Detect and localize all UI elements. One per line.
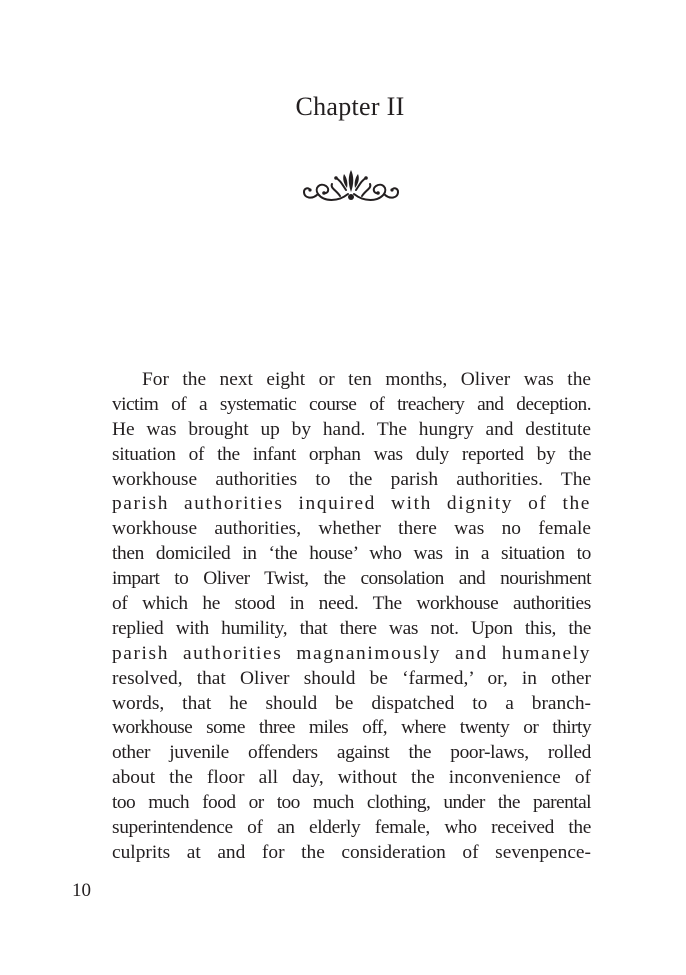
text-line: For the next eight or ten months, Oliver was the: [142, 369, 591, 390]
text-line: workhouse authorities to the parish authorities. The: [112, 468, 591, 490]
text-line: then domiciled in ‘the house’ who was in a situation to: [112, 543, 591, 565]
text-line: parish authorities inquired with dignity of the: [112, 493, 591, 515]
text-line: too much food or too much clothing, under the parental: [112, 792, 591, 814]
text-line: about the floor all day, without the inconvenience of: [112, 767, 591, 789]
text-line: superintendence of an elderly female, who received the: [112, 817, 591, 839]
text-line: culprits at and for the consideration of sevenpence-: [112, 841, 591, 863]
text-line: of which he stood in need. The workhouse authorities: [112, 593, 591, 615]
floral-ornament-icon: [300, 166, 402, 208]
chapter-body-text: [112, 368, 591, 866]
text-line: He was brought up by hand. The hungry and destitute: [112, 418, 591, 440]
page-number: 10: [72, 880, 91, 901]
text-line: words, that he should be dispatched to a branch-: [112, 692, 591, 714]
text-line: situation of the infant orphan was duly reported by the: [112, 443, 591, 465]
chapter-title: Chapter II: [295, 92, 405, 121]
text-line: impart to Oliver Twist, the consolation and nourishment: [112, 568, 591, 590]
text-line: resolved, that Oliver should be ‘farmed,’ or, in other: [112, 667, 591, 689]
text-line: parish authorities magnanimously and humanely: [112, 642, 591, 664]
text-line: workhouse some three miles off, where twenty or thirty: [112, 717, 591, 739]
text-line: workhouse authorities, whether there was no female: [112, 518, 591, 540]
text-line: replied with humility, that there was not. Upon this, the: [112, 617, 591, 639]
text-line: victim of a systematic course of treachery and deception.: [112, 393, 591, 415]
text-line: other juvenile offenders against the poor-laws, rolled: [112, 742, 591, 764]
